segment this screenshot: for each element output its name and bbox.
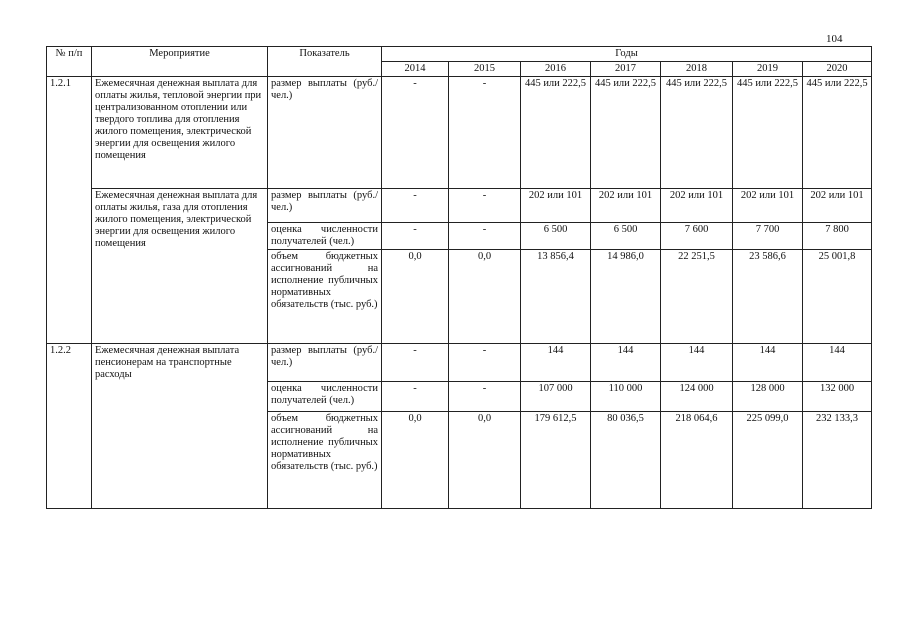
value-cell: -: [382, 344, 449, 382]
value-cell: 128 000: [733, 382, 803, 412]
indicator-cell: оценка численности получателей (чел.): [268, 382, 382, 412]
value-cell: 144: [661, 344, 733, 382]
value-cell: 13 856,4: [521, 250, 591, 344]
value-cell: 7 800: [803, 223, 872, 250]
value-cell: 0,0: [382, 250, 449, 344]
value-cell: 202 или 101: [591, 189, 661, 223]
indicator-cell: объем бюджетных ассигнований на исполнение публичных нормативных обязательств (тыс. руб.): [268, 412, 382, 509]
row-number: 1.2.2: [47, 344, 92, 509]
value-cell: 0,0: [449, 250, 521, 344]
value-cell: 124 000: [661, 382, 733, 412]
value-cell: 218 064,6: [661, 412, 733, 509]
event-cell: Ежемесячная денежная выплата для оплаты жилья, тепловой энергии при централизованном отоплении или твердого топлива для отопления жилого помещения, электрической энергии для освещения жилого помещения: [92, 77, 268, 189]
event-cell: Ежемесячная денежная выплата для оплаты жилья, газа для отопления жилого помещения, электрической энергии для освещения жилого помещения: [92, 189, 268, 344]
indicator-cell: объем бюджетных ассигнований на исполнение публичных нормативных обязательств (тыс. руб.): [268, 250, 382, 344]
page-number: 104: [826, 33, 843, 45]
value-cell: 7 700: [733, 223, 803, 250]
value-cell: 445 или 222,5: [803, 77, 872, 189]
value-cell: -: [449, 77, 521, 189]
value-cell: 144: [521, 344, 591, 382]
table-row: [47, 189, 872, 223]
year-cell: 2015: [449, 62, 521, 77]
value-cell: -: [449, 189, 521, 223]
indicator-cell: размер выплаты (руб./ чел.): [268, 344, 382, 382]
value-cell: -: [382, 382, 449, 412]
value-cell: 25 001,8: [803, 250, 872, 344]
year-cell: 2020: [803, 62, 872, 77]
value-cell: 445 или 222,5: [521, 77, 591, 189]
year-cell: 2014: [382, 62, 449, 77]
value-cell: 202 или 101: [521, 189, 591, 223]
value-cell: 445 или 222,5: [591, 77, 661, 189]
value-cell: 144: [733, 344, 803, 382]
value-cell: -: [382, 77, 449, 189]
value-cell: 202 или 101: [733, 189, 803, 223]
value-cell: 23 586,6: [733, 250, 803, 344]
value-cell: 107 000: [521, 382, 591, 412]
value-cell: -: [382, 223, 449, 250]
value-cell: 7 600: [661, 223, 733, 250]
row-number: 1.2.1: [47, 77, 92, 344]
header-event: Мероприятие: [92, 47, 268, 77]
value-cell: 110 000: [591, 382, 661, 412]
value-cell: 0,0: [449, 412, 521, 509]
value-cell: 179 612,5: [521, 412, 591, 509]
value-cell: 144: [591, 344, 661, 382]
value-cell: -: [449, 344, 521, 382]
value-cell: 6 500: [591, 223, 661, 250]
header-years: Годы: [382, 47, 872, 62]
table-row: [47, 77, 872, 189]
header-row: [47, 47, 872, 62]
indicator-cell: оценка численности получателей (чел.): [268, 223, 382, 250]
value-cell: 202 или 101: [661, 189, 733, 223]
value-cell: -: [449, 223, 521, 250]
indicator-cell: размер выплаты (руб./ чел.): [268, 189, 382, 223]
table-row: [47, 344, 872, 382]
budget-table: [46, 46, 872, 509]
value-cell: 445 или 222,5: [733, 77, 803, 189]
value-cell: 132 000: [803, 382, 872, 412]
value-cell: 80 036,5: [591, 412, 661, 509]
value-cell: 202 или 101: [803, 189, 872, 223]
event-cell: Ежемесячная денежная выплата пенсионерам на транспортные расходы: [92, 344, 268, 509]
year-cell: 2017: [591, 62, 661, 77]
value-cell: 22 251,5: [661, 250, 733, 344]
value-cell: 0,0: [382, 412, 449, 509]
value-cell: -: [449, 382, 521, 412]
value-cell: 144: [803, 344, 872, 382]
year-cell: 2018: [661, 62, 733, 77]
indicator-cell: размер выплаты (руб./ чел.): [268, 77, 382, 189]
year-cell: 2016: [521, 62, 591, 77]
value-cell: 225 099,0: [733, 412, 803, 509]
value-cell: 445 или 222,5: [661, 77, 733, 189]
year-cell: 2019: [733, 62, 803, 77]
header-num: № п/п: [47, 47, 92, 77]
value-cell: 6 500: [521, 223, 591, 250]
header-indicator: Показатель: [268, 47, 382, 77]
value-cell: 14 986,0: [591, 250, 661, 344]
value-cell: -: [382, 189, 449, 223]
value-cell: 232 133,3: [803, 412, 872, 509]
